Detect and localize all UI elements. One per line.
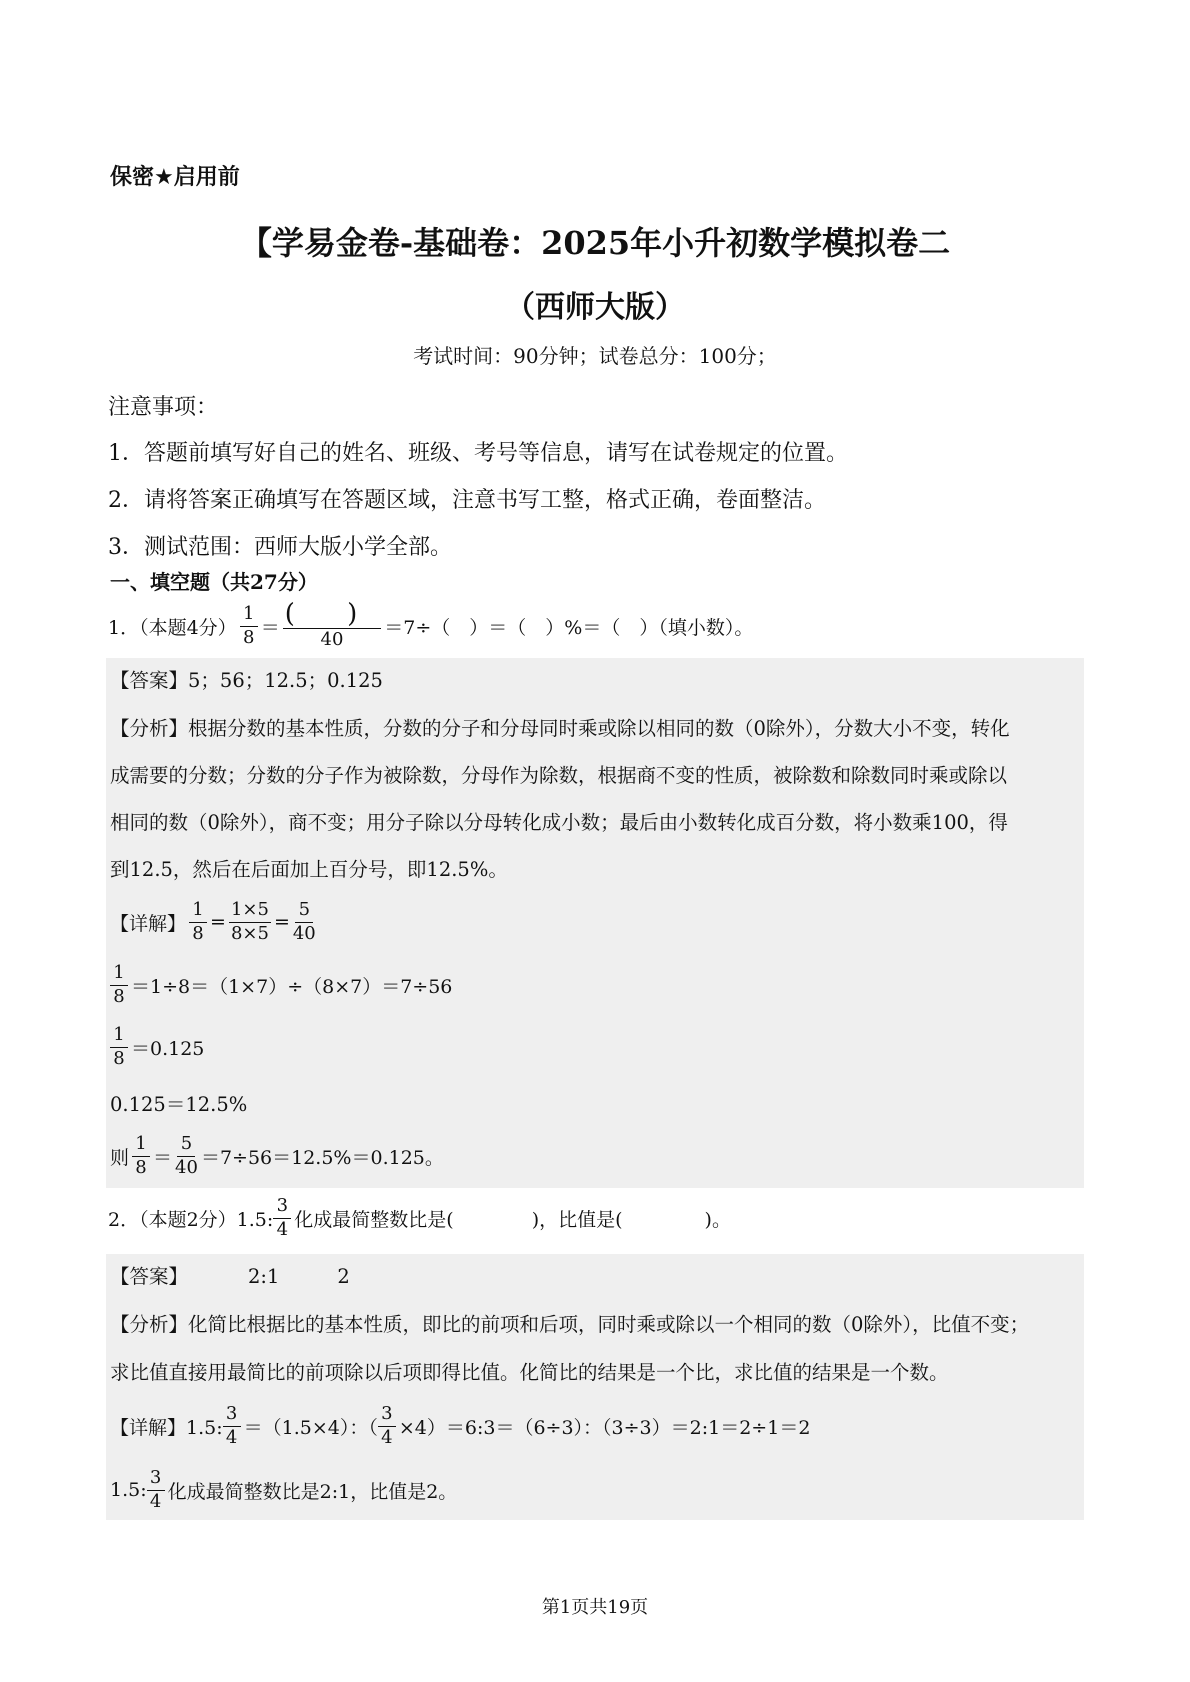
question-1 [108,599,754,650]
detail-line [110,1134,444,1178]
fraction-numerator: 3 [147,1468,165,1491]
equals-sign: = [273,911,290,934]
confidential-mark: 保密★启用前 [110,165,240,190]
answer-value: 2 [337,1265,350,1288]
analysis-line: 【分析】根据分数的基本性质，分数的分子和分母同时乘或除以相同的数（0除外），分数大小不变，转化 [110,717,1010,740]
detail-line: 0.125＝12.5% [110,1093,248,1116]
fraction-numerator: 1 [110,963,128,986]
detail-line [110,963,452,1007]
question-2 [108,1196,731,1240]
detail-line [110,1468,457,1512]
fraction-blank [283,599,382,650]
fraction [229,900,271,944]
fraction-denominator: 8 [135,1156,147,1178]
fraction [293,900,316,944]
question-text: 化成最简整数比是( [294,1208,454,1231]
detail-prefix: 则 [110,1146,130,1169]
answer-line [110,1254,350,1300]
detail-label: 【详解】 [110,912,187,935]
fraction-denominator: 4 [225,1426,238,1448]
fraction-denominator: 8 [113,985,125,1007]
analysis-line: 到12.5，然后在后面加上百分号，即12.5%。 [110,858,508,881]
fraction [175,1134,198,1178]
fraction-numerator: 3 [273,1196,291,1219]
detail-text: ＝（1.5×4）：（ [243,1416,378,1439]
fraction-denominator: 40 [175,1156,198,1178]
fraction-denominator: 4 [149,1490,162,1512]
detail-text: ＝1÷8＝（1×7）÷（8×7）＝7÷56 [131,975,453,998]
detail-text: ＝0.125 [131,1037,205,1060]
fraction-numerator: 1×5 [229,900,271,923]
page-footer: 第1页共19页 [541,1597,649,1618]
detail-text: ×4）＝6:3＝（6÷3）：（3÷3）＝2:1＝2÷1＝2 [398,1416,811,1439]
fraction [273,1196,291,1240]
equals-sign: ＝ [153,1146,173,1169]
fraction-denominator: 8×5 [230,922,269,944]
detail-prefix: 1.5: [110,1479,147,1502]
question-prefix: 1．（本题4分） [108,616,237,639]
detail-text: 化成最简整数比是2:1，比值是2。 [167,1480,458,1503]
detail-label: 【详解】1.5: [110,1416,223,1439]
fraction [110,1025,128,1069]
equals-sign: ＝ [260,616,280,639]
notice-item: 3．测试范围：西师大版小学全部。 [108,535,452,560]
analysis-line: 【分析】化简比根据比的基本性质，即比的前项和后项，同时乘或除以一个相同的数（0除外），比值不变； [110,1313,1030,1336]
fraction-denominator: 8 [242,626,255,648]
exam-info: 考试时间：90分钟；试卷总分：100分； [413,344,777,368]
fraction-denominator: 8 [113,1047,125,1069]
fraction [240,604,258,648]
answer-value: 2:1 [248,1265,280,1288]
analysis-line: 相同的数（0除外），商不变；用分子除以分母转化成小数；最后由小数转化成百分数，将小数乘100，得 [110,811,1008,834]
detail-line [110,1025,204,1069]
fraction-denominator: 40 [320,628,344,650]
question-prefix: 2．（本题2分）1.5: [108,1208,274,1231]
fraction-numerator: 5 [177,1134,195,1157]
fraction-denominator: 4 [381,1426,393,1448]
fraction [110,963,128,1007]
fraction-numerator: 1 [110,1025,128,1048]
fraction [189,900,207,944]
fraction-denominator: 40 [292,922,316,944]
blank-numerator: ( ) [284,599,380,629]
fraction [378,1404,396,1448]
section-heading: 一、填空题（共27分） [110,570,318,594]
question-text: )，比值是( [531,1208,623,1231]
fraction-numerator: 3 [378,1404,396,1427]
detail-text: ＝7÷56＝12.5%＝0.125。 [200,1146,444,1169]
notice-item: 2．请将答案正确填写在答题区域，注意书写工整，格式正确，卷面整洁。 [108,488,826,513]
fraction [147,1468,165,1512]
fraction-numerator: 5 [295,900,313,923]
detail-line [110,1404,810,1448]
detail-line [110,900,319,944]
answer-label: 【答案】 [110,1265,189,1288]
question-text: ＝7÷（ ）＝（ ）%＝（ ）（填小数）。 [384,616,754,639]
fraction-numerator: 3 [223,1404,241,1427]
analysis-line: 求比值直接用最简比的前项除以后项即得比值。化简比的结果是一个比，求比值的结果是一个数。 [110,1361,949,1384]
fraction-denominator: 8 [192,922,204,944]
analysis-line: 成需要的分数；分数的分子作为被除数，分母作为除数，根据商不变的性质，被除数和除数同时乘或除以 [110,764,1008,787]
page-title-edition: （西师大版） [505,290,685,325]
question-text: )。 [704,1208,731,1231]
fraction-denominator: 4 [276,1218,289,1240]
fraction-numerator: 1 [240,604,258,627]
answer-line: 【答案】5；56；12.5；0.125 [110,669,383,692]
fraction-numerator: 1 [189,900,207,923]
fraction-numerator: 1 [132,1134,150,1157]
page-title: 【学易金卷-基础卷：2025年小升初数学模拟卷二 [239,224,951,262]
fraction [223,1404,241,1448]
equals-sign: = [210,911,226,934]
notice-heading: 注意事项： [108,395,219,420]
notice-item: 1．答题前填写好自己的姓名、班级、考号等信息，请写在试卷规定的位置。 [108,441,848,466]
fraction [132,1134,150,1178]
